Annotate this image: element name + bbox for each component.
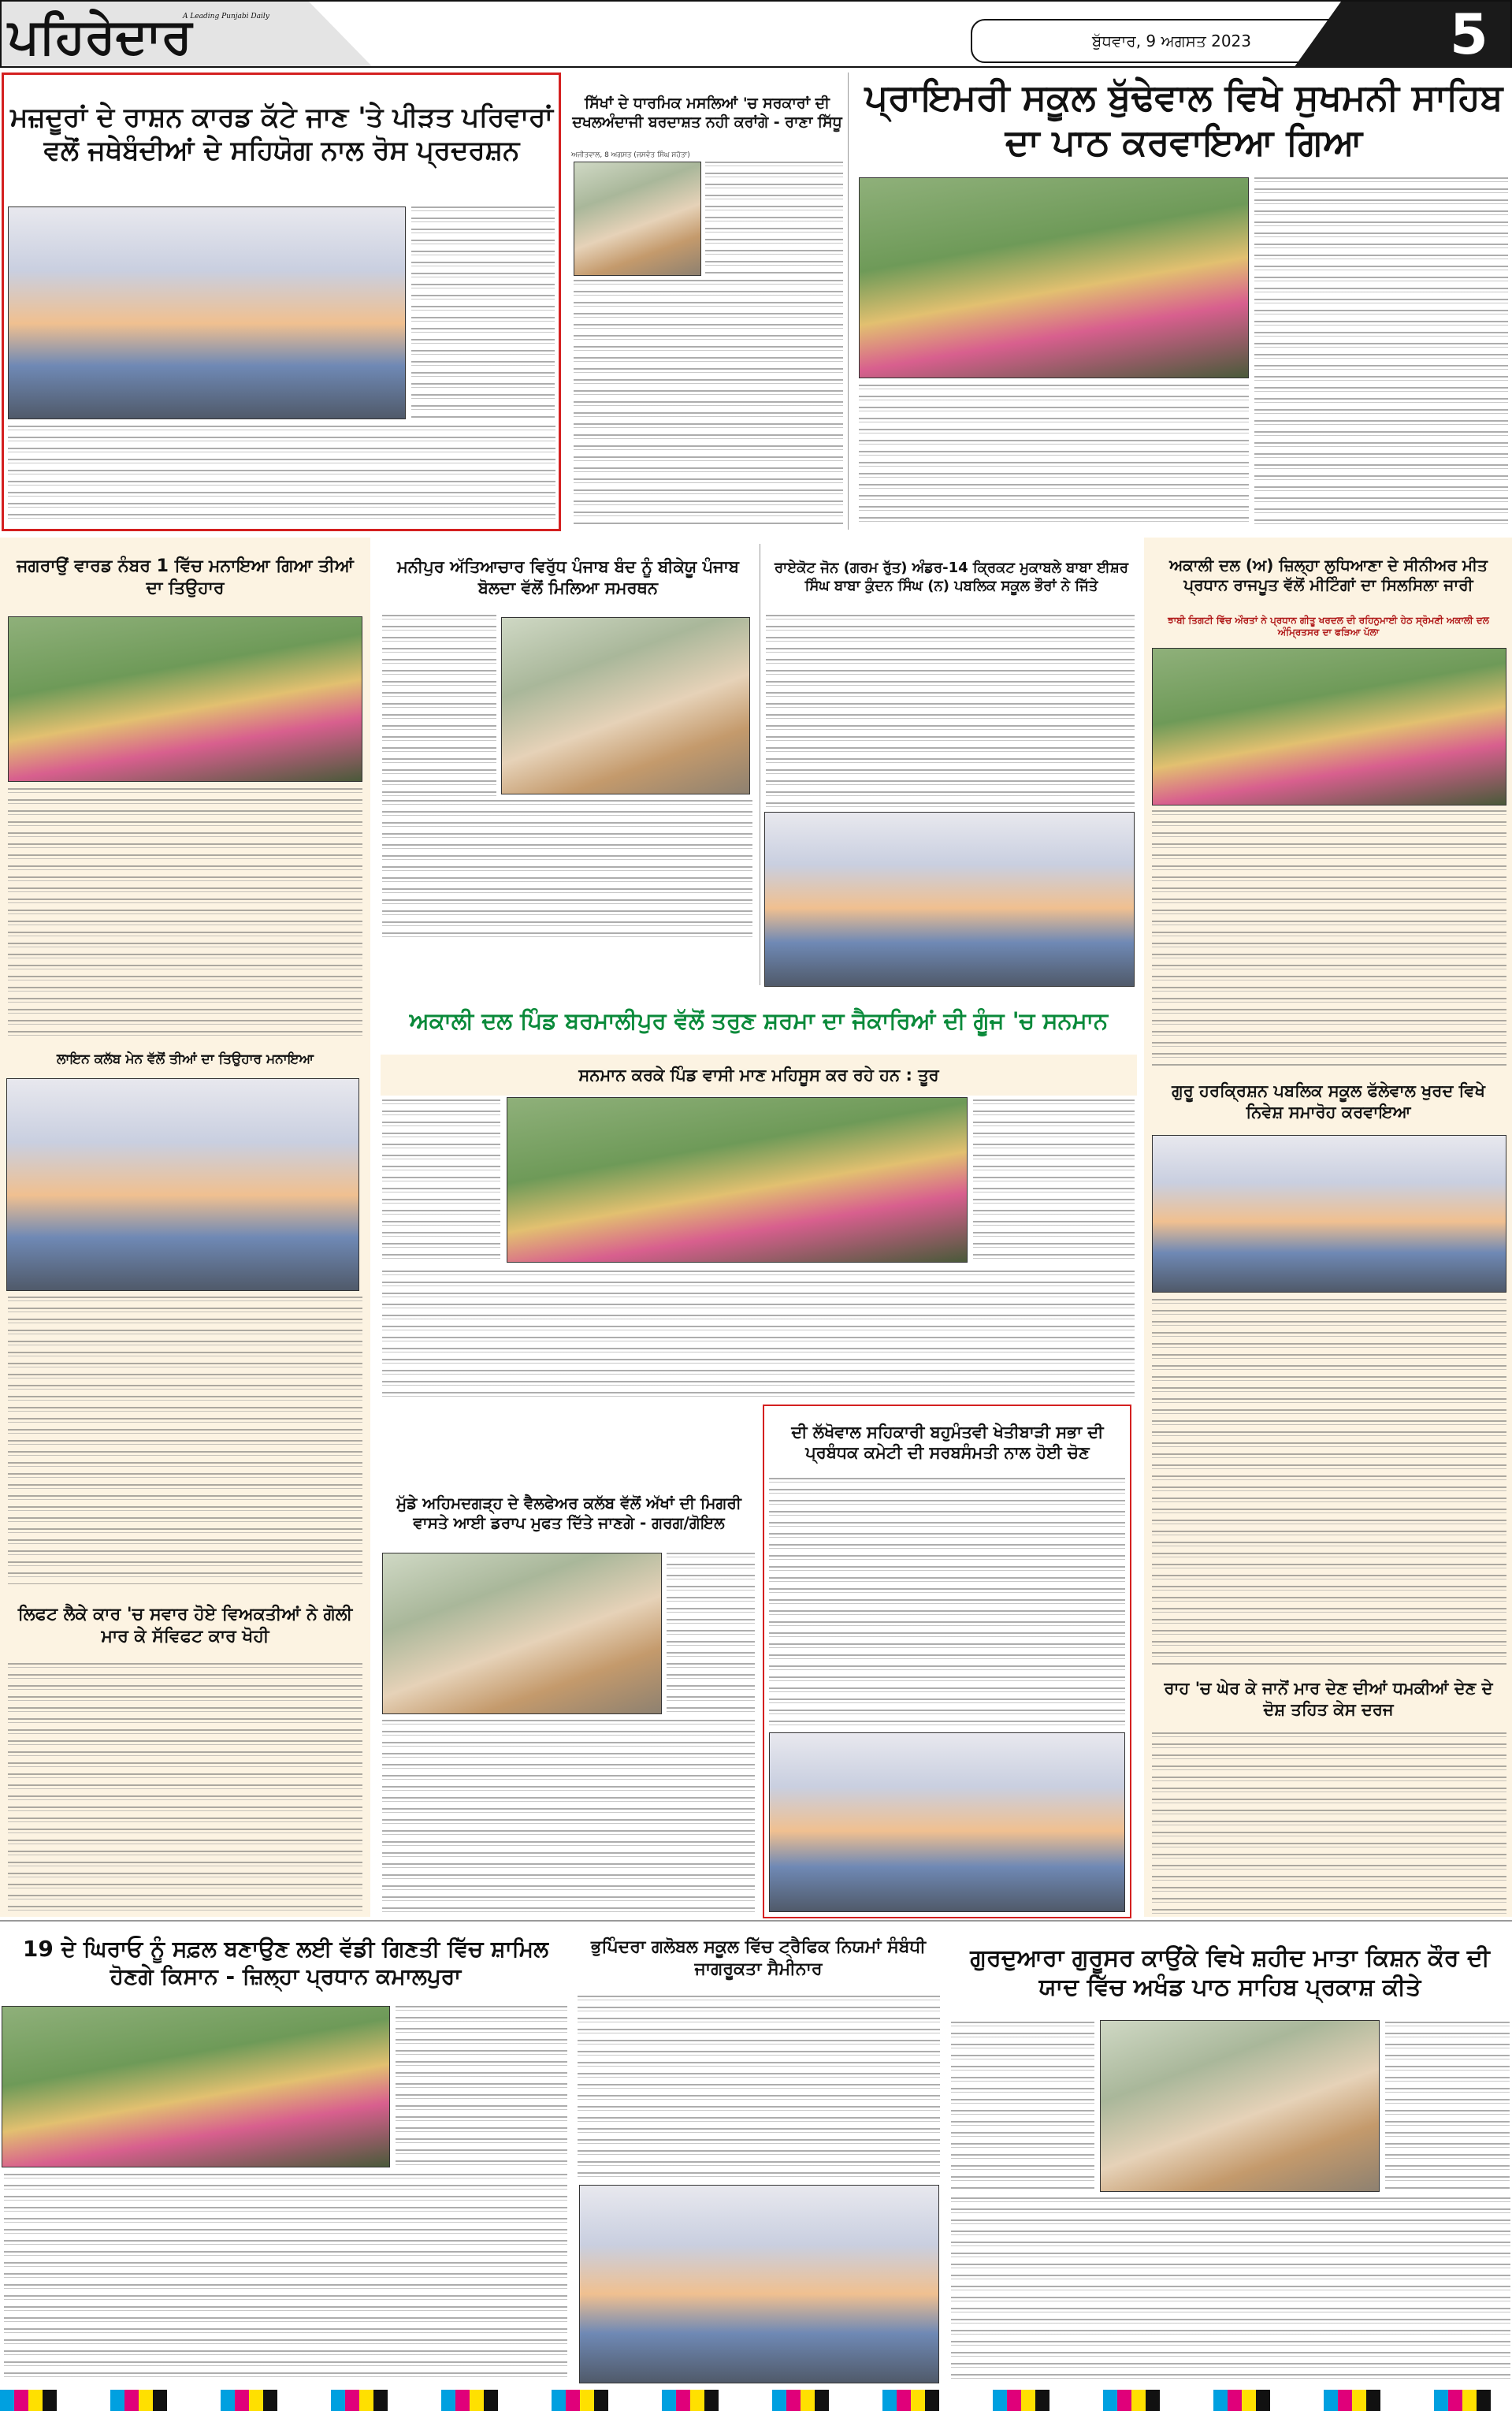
newspaper-title: ਪਹਿਰੇਦਾਰ xyxy=(8,7,192,65)
photo-investiture xyxy=(1152,1135,1506,1293)
headline-ration-cards: ਮਜ਼ਦੂਰਾਂ ਦੇ ਰਾਸ਼ਨ ਕਾਰਡ ਕੱਟੇ ਜਾਣ 'ਤੇ ਪੀੜਤ ਪਰਿਵਾਰਾਂ ਵਲੋਂ ਜਥੇਬੰਦੀਆਂ ਦੇ ਸਹਿਯੋਗ ਨਾਲ ਰੋਸ ਪ੍ਰਦਰਸ਼ਨ xyxy=(10,101,553,166)
photo-gurdwara xyxy=(1100,2020,1380,2192)
article-body xyxy=(382,1271,1135,1397)
article-body xyxy=(382,615,496,796)
photo-bku-leaders xyxy=(501,617,750,794)
article-body xyxy=(769,1478,1125,1726)
headline-cooperative-election: ਦੀ ਲੱਖੋਵਾਲ ਸਹਿਕਾਰੀ ਬਹੁਮੰਤਵੀ ਖੇਤੀਬਾੜੀ ਸਭਾ ਦੀ ਪ੍ਰਬੰਧਕ ਕਮੇਟੀ ਦੀ ਸਰਬਸੰਮਤੀ ਨਾਲ ਹੋਈ ਚੋਣ xyxy=(791,1422,1104,1462)
article-body xyxy=(667,1553,755,1714)
article-body xyxy=(1254,177,1508,526)
article-body xyxy=(1152,810,1506,1066)
dateline: ਅਜੀਤਵਾਲ, 8 ਅਗਸਤ (ਜਸਵੰਤ ਸਿੰਘ ਸਹੋਤਾ) xyxy=(571,151,690,159)
article-body xyxy=(382,1099,500,1265)
article-body xyxy=(4,2174,567,2383)
headline-tarun-sharma: ਅਕਾਲੀ ਦਲ ਪਿੰਡ ਬਰਮਾਲੀਪੁਰ ਵੱਲੋਂ ਤਰੁਣ ਸ਼ਰਮਾ ਦਾ ਜੈਕਾਰਿਆਂ ਦੀ ਗੂੰਜ 'ਚ ਸਨਮਾਨ xyxy=(409,1007,1109,1035)
headline-sikh-affairs: ਸਿੱਖਾਂ ਦੇ ਧਾਰਮਿਕ ਮਸਲਿਆਂ 'ਚ ਸਰਕਾਰਾਂ ਦੀ ਦਖਲਅੰਦਾਜੀ ਬਰਦਾਸ਼ਤ ਨਹੀ ਕਰਾਂਗੇ - ਰਾਣਾ ਸਿੱਧੂ xyxy=(572,94,842,131)
photo-women-meeting xyxy=(1152,648,1506,806)
headline-lions-club: ਲਾਇਨ ਕਲੱਬ ਮੇਨ ਵੱਲੋਂ ਤੀਆਂ ਦਾ ਤਿਉਹਾਰ ਮਨਾਇਆ xyxy=(57,1051,314,1068)
article-body xyxy=(8,1663,362,1914)
article-body xyxy=(411,206,555,419)
headline-gurdwara-akhand-path: ਗੁਰਦੁਆਰਾ ਗੁਰੂਸਰ ਕਾਉਂਕੇ ਵਿਖੇ ਸ਼ਹੀਦ ਮਾਤਾ ਕਿਸ਼ਨ ਕੌਰ ਦੀ ਯਾਦ ਵਿੱਚ ਅਖੰਡ ਪਾਠ ਸਾਹਿਬ ਪ੍ਰਕਾਸ਼ ਕੀਤੇ xyxy=(970,1944,1490,2001)
photo-school-event xyxy=(859,177,1249,378)
headline-eye-drops: ਮੁੱਡੇ ਅਹਿਮਦਗੜ੍ਹ ਦੇ ਵੈਲਫੇਅਰ ਕਲੱਬ ਵੱਲੋਂ ਅੱਖਾਂ ਦੀ ਮਿਗਰੀ ਵਾਸਤੇ ਆਈ ਡਰਾਪ ਮੁਫਤ ਦਿੱਤੇ ਜਾਣਗੇ - ਗਰਗ/ਗੋਇਲ xyxy=(396,1494,741,1532)
headline-threats-case: ਰਾਹ 'ਚ ਘੇਰ ਕੇ ਜਾਨੋਂ ਮਾਰ ਦੇਣ ਦੀਆਂ ਧਮਕੀਆਂ ਦੇਣ ਦੇ ਦੋਸ਼ ਤਹਿਤ ਕੇਸ ਦਰਜ xyxy=(1164,1679,1493,1719)
issue-date: ਬੁੱਧਵਾਰ, 9 ਅਗਸਤ 2023 xyxy=(1091,32,1251,50)
article-body xyxy=(1152,1732,1506,1914)
photo-welfare-club xyxy=(382,1553,662,1714)
article-body xyxy=(382,800,752,938)
article-body xyxy=(578,1996,940,2181)
article-body xyxy=(1385,2022,1510,2191)
subhead-tarun-sharma: ਸਨਮਾਨ ਕਰਕੇ ਪਿੰਡ ਵਾਸੀ ਮਾਣ ਮਹਿਸੂਸ ਕਰ ਰਹੇ ਹਨ : ਤੂਰ xyxy=(578,1065,939,1085)
headline-farmers-gherao: 19 ਦੇ ਘਿਰਾਓ ਨੂੰ ਸਫ਼ਲ ਬਣਾਉਣ ਲਈ ਵੱਡੀ ਗਿਣਤੀ ਵਿੱਚ ਸ਼ਾਮਿਲ ਹੋਣਗੇ ਕਿਸਾਨ - ਜ਼ਿਲ੍ਹਾ ਪ੍ਰਧਾਨ ਕਮਾਲਪੁਰਾ xyxy=(22,1935,549,1989)
article-body xyxy=(1152,1299,1506,1665)
headline-traffic-seminar: ਭੁਪਿੰਦਰਾ ਗਲੋਬਲ ਸਕੂਲ ਵਿੱਚ ਟ੍ਰੈਫਿਕ ਨਿਯਮਾਂ ਸੰਬੰਧੀ ਜਾਗਰੂਕਤਾ ਸੈਮੀਨਾਰ xyxy=(591,1937,926,1979)
article-body xyxy=(766,615,1135,808)
headline-sukhmani-sahib: ਪ੍ਰਾਇਮਰੀ ਸਕੂਲ ਬੁੱਢੇਵਾਲ ਵਿਖੇ ਸੁਖਮਨੀ ਸਾਹਿਬ ਦਾ ਪਾਠ ਕਰਵਾਇਆ ਗਿਆ xyxy=(864,75,1503,163)
print-color-bar xyxy=(0,2390,1512,2411)
headline-cricket: ਰਾਏਕੋਟ ਜੋਨ (ਗਰਮ ਰੁੱਤ) ਅੰਡਰ-14 ਕ੍ਰਿਕਟ ਮੁਕਾਬਲੇ ਬਾਬਾ ਈਸ਼ਰ ਸਿੰਘ ਬਾਬਾ ਕੁੰਦਨ ਸਿੰਘ (ਨ) ਪਬਲਿਕ ਸਕੂਲ ਭੌਰਾਂ ਨੇ ਜਿੱਤੇ xyxy=(774,560,1129,594)
article-body xyxy=(705,162,843,276)
photo-teeyan-festival xyxy=(8,616,362,782)
article-body xyxy=(574,280,843,526)
headline-car-snatching: ਲਿਫਟ ਲੈਕੇ ਕਾਰ 'ਚ ਸਵਾਰ ਹੋਏ ਵਿਅਕਤੀਆਂ ਨੇ ਗੋਲੀ ਮਾਰ ਕੇ ਸੱਵਿਫਟ ਕਾਰ ਖੋਹੀ xyxy=(17,1605,353,1646)
article-body xyxy=(973,1099,1135,1265)
headline-investiture: ਗੁਰੂ ਹਰਕ੍ਰਿਸ਼ਨ ਪਬਲਿਕ ਸਕੂਲ ਫੱਲੇਵਾਲ ਖੁਰਦ ਵਿਖੇ ਨਿਵੇਸ਼ ਸਮਾਰੋਹ ਕਰਵਾਇਆ xyxy=(1172,1081,1485,1122)
article-body xyxy=(396,2006,567,2167)
photo-cricket-team xyxy=(764,812,1135,987)
photo-cooperative-committee xyxy=(769,1732,1125,1912)
subhead-akali-dal-meetings: ਝਾਬੀ ਤਿਗਟੀ ਵਿੱਚ ਔਰਤਾਂ ਨੇ ਪ੍ਰਧਾਨ ਗੀਤੂ ਖਰਦਲ ਦੀ ਰਹਿਨੁਮਾਈ ਹੇਠ ਸ੍ਰੋਮਣੀ ਅਕਾਲੀ ਦਲ ਅੰਮ੍ਰਿਤਸਰ ਦਾ ਫੜਿਆ ਪੱਲਾ xyxy=(1168,615,1489,638)
photo-lions-club xyxy=(6,1078,359,1291)
article-body xyxy=(951,2197,1510,2383)
article-body xyxy=(8,426,555,524)
photo-traffic-seminar xyxy=(579,2185,939,2383)
headline-jagraon-teeyan: ਜਗਰਾਉਂ ਵਾਰਡ ਨੰਬਰ 1 ਵਿੱਚ ਮਨਾਇਆ ਗਿਆ ਤੀਆਂ ਦਾ ਤਿਉਹਾਰ xyxy=(17,556,354,598)
newspaper-tagline: A Leading Punjabi Daily xyxy=(183,13,269,20)
photo-village-honour xyxy=(507,1097,968,1263)
photo-rana-sidhu xyxy=(574,162,701,276)
photo-farmers xyxy=(2,2006,390,2167)
masthead xyxy=(0,0,1512,68)
page-number: 5 xyxy=(1450,2,1488,67)
article-body xyxy=(8,788,362,1040)
article-body xyxy=(8,1297,362,1584)
headline-akali-dal-meetings: ਅਕਾਲੀ ਦਲ (ਅ) ਜ਼ਿਲ੍ਹਾ ਲੁਧਿਆਣਾ ਦੇ ਸੀਨੀਅਰ ਮੀਤ ਪ੍ਰਧਾਨ ਰਾਜਪੂਤ ਵੱਲੋਂ ਮੀਟਿੰਗਾਂ ਦਾ ਸਿਲਸਿਲਾ ਜਾਰੀ xyxy=(1169,556,1488,594)
article-body xyxy=(951,2022,1094,2191)
article-body xyxy=(382,1720,755,1913)
headline-manipur-bandh: ਮਨੀਪੁਰ ਅੱਤਿਆਚਾਰ ਵਿਰੁੱਧ ਪੰਜਾਬ ਬੰਦ ਨੂੰ ਬੀਕੇਯੂ ਪੰਜਾਬ ਬੋਲਦਾ ਵੱਲੋਂ ਮਿਲਿਆ ਸਮਰਥਨ xyxy=(396,557,739,597)
photo-protest xyxy=(8,206,406,419)
article-body xyxy=(859,385,1249,526)
